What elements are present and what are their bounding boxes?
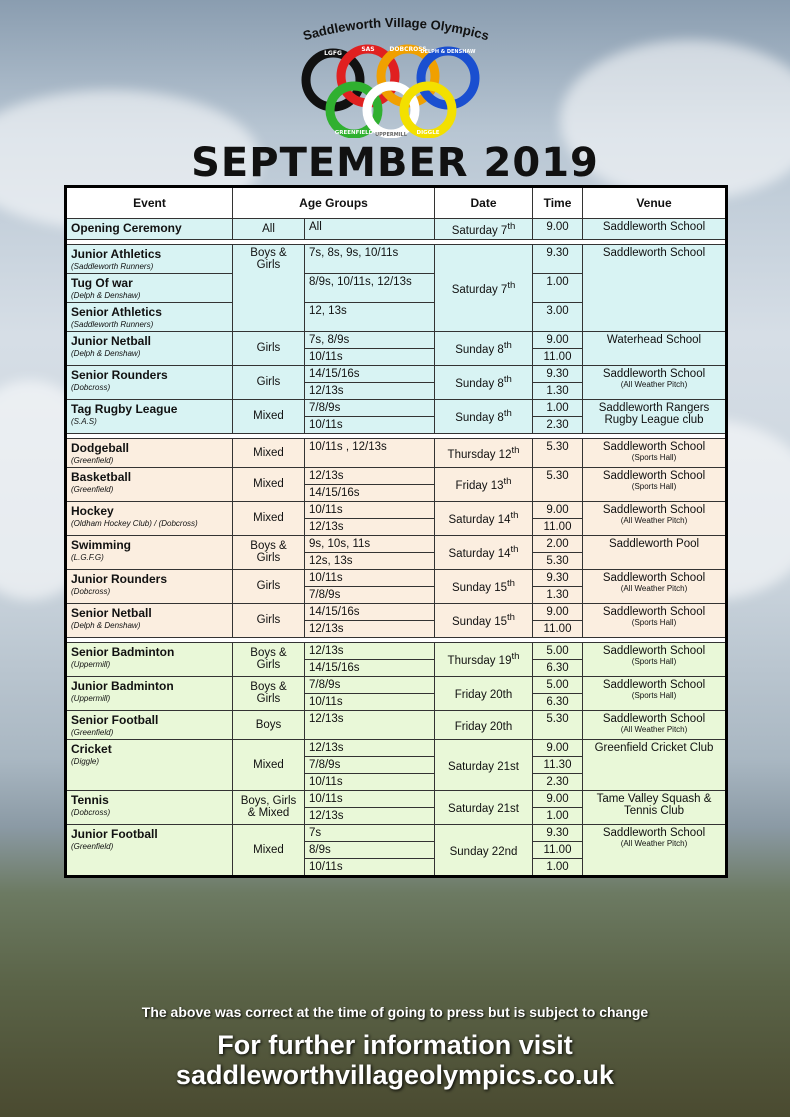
date-cell bbox=[435, 399, 533, 433]
event-name: Senior Football bbox=[71, 712, 159, 727]
date-text: Saturday 7 bbox=[451, 224, 508, 237]
venue-cell bbox=[583, 438, 727, 467]
ring-label: DOBCROSS bbox=[389, 46, 427, 53]
time-cell: 9.30 bbox=[533, 824, 583, 841]
date-suffix: th bbox=[503, 408, 512, 420]
age-cell: 7/8/9s bbox=[305, 676, 435, 693]
time-cell: 9.00 bbox=[533, 790, 583, 807]
venue-cell bbox=[583, 467, 727, 501]
time-cell: 5.00 bbox=[533, 642, 583, 659]
age-cell: 12/13s bbox=[305, 467, 435, 484]
age-group-cell: Boys & Girls bbox=[233, 676, 305, 710]
time-cell: 2.30 bbox=[533, 416, 583, 433]
date-cell bbox=[435, 219, 533, 240]
event-organiser: (Dobcross) bbox=[71, 382, 111, 392]
date-text: Friday 13 bbox=[455, 480, 504, 493]
venue-name: Waterhead School bbox=[606, 333, 702, 346]
event-organiser: (Saddleworth Runners) bbox=[71, 261, 154, 271]
age-group-cell: Mixed bbox=[233, 501, 305, 535]
age-cell: 12/13s bbox=[305, 518, 435, 535]
venue-cell bbox=[583, 535, 727, 569]
time-cell: 1.00 bbox=[533, 399, 583, 416]
age-group-cell: Boys, Girls & Mixed bbox=[233, 790, 305, 824]
date-suffix: th bbox=[503, 374, 512, 386]
venue-cell bbox=[583, 365, 727, 399]
venue-name: Saddleworth School bbox=[602, 605, 706, 618]
event-name: Junior Netball bbox=[71, 333, 152, 348]
date-cell bbox=[435, 365, 533, 399]
event-organiser: (Diggle) bbox=[71, 756, 100, 766]
time-cell: 1.00 bbox=[533, 807, 583, 824]
venue-cell bbox=[583, 642, 727, 676]
age-cell: 10/11s bbox=[305, 501, 435, 518]
age-cell: 14/15/16s bbox=[305, 659, 435, 676]
event-cell bbox=[66, 365, 233, 399]
event-name: Senior Badminton bbox=[71, 644, 175, 659]
info-line: For further information visit bbox=[217, 1030, 573, 1060]
date-text: Saturday 7 bbox=[451, 283, 508, 296]
event-cell bbox=[66, 739, 233, 790]
time-cell: 11.00 bbox=[533, 620, 583, 637]
age-group-cell: All bbox=[233, 219, 305, 240]
event-cell bbox=[66, 467, 233, 501]
event-name: Senior Rounders bbox=[71, 367, 168, 382]
event-cell bbox=[66, 569, 233, 603]
venue-name: Saddleworth School bbox=[602, 678, 706, 691]
age-cell: 7s bbox=[305, 824, 435, 841]
age-cell: 7/8/9s bbox=[305, 586, 435, 603]
date-text: Saturday 21st bbox=[448, 760, 519, 773]
venue-cell bbox=[583, 824, 727, 876]
venue-detail: (Sports Hall) bbox=[631, 656, 677, 666]
venue-name: Saddleworth School bbox=[602, 571, 706, 584]
time-cell: 2.30 bbox=[533, 773, 583, 790]
table-row bbox=[66, 603, 727, 620]
venue-name: Saddleworth Rangers Rugby League club bbox=[598, 401, 710, 426]
event-organiser: (S.A.S) bbox=[71, 416, 97, 426]
date-text: Friday 20th bbox=[454, 689, 513, 702]
date-cell bbox=[435, 244, 533, 331]
age-cell: 9s, 10s, 11s bbox=[305, 535, 435, 552]
age-cell: 10/11s bbox=[305, 858, 435, 876]
time-cell: 9.00 bbox=[533, 603, 583, 620]
age-group-cell: Girls bbox=[233, 569, 305, 603]
date-suffix: th bbox=[507, 578, 516, 590]
date-cell bbox=[435, 603, 533, 637]
age-cell: 14/15/16s bbox=[305, 365, 435, 382]
time-cell: 9.30 bbox=[533, 365, 583, 382]
venue-detail: (All Weather Pitch) bbox=[620, 515, 688, 525]
date-text: Sunday 8 bbox=[455, 412, 504, 425]
event-name: Junior Football bbox=[71, 826, 158, 841]
event-name: Opening Ceremony bbox=[71, 221, 182, 235]
venue-cell bbox=[583, 244, 727, 331]
venue-detail: (All Weather Pitch) bbox=[620, 724, 688, 734]
age-cell: 12, 13s bbox=[305, 302, 435, 331]
event-cell bbox=[66, 273, 233, 302]
venue-cell bbox=[583, 790, 727, 824]
time-cell: 11.00 bbox=[533, 841, 583, 858]
age-group-cell: Boys bbox=[233, 710, 305, 739]
schedule-table bbox=[64, 185, 728, 878]
venue-cell bbox=[583, 501, 727, 535]
ring-label: UPPERMILL bbox=[375, 132, 407, 138]
event-name: Tug Of war bbox=[71, 275, 133, 290]
event-name: Junior Athletics bbox=[71, 246, 162, 261]
age-cell: 7s, 8s, 9s, 10/11s bbox=[305, 244, 435, 273]
disclaimer-note: The above was correct at the time of going to press but is subject to change bbox=[141, 1004, 649, 1020]
event-name: Dodgeball bbox=[71, 440, 130, 455]
table-row bbox=[66, 676, 727, 693]
age-group-cell: Boys & Girls bbox=[233, 642, 305, 676]
table-row bbox=[66, 642, 727, 659]
age-cell: 12/13s bbox=[305, 807, 435, 824]
time-cell: 5.00 bbox=[533, 676, 583, 693]
date-cell bbox=[435, 535, 533, 569]
date-cell bbox=[435, 642, 533, 676]
event-organiser: (L.G.F.G) bbox=[71, 552, 104, 562]
event-organiser: (Delph & Denshaw) bbox=[71, 290, 141, 300]
column-header: Age Groups bbox=[233, 187, 435, 219]
age-cell: 10/11s bbox=[305, 416, 435, 433]
event-organiser: (Greenfield) bbox=[71, 727, 114, 737]
venue-cell bbox=[583, 331, 727, 365]
age-group-cell: Mixed bbox=[233, 399, 305, 433]
brand-text: Saddleworth Village Olympics bbox=[301, 18, 491, 44]
date-suffix: th bbox=[510, 544, 519, 556]
date-suffix: th bbox=[511, 444, 520, 456]
event-cell bbox=[66, 501, 233, 535]
age-cell: 7s, 8/9s bbox=[305, 331, 435, 348]
venue-name: Saddleworth School bbox=[602, 221, 706, 233]
venue-name: Saddleworth School bbox=[602, 826, 706, 839]
date-text: Sunday 8 bbox=[455, 378, 504, 391]
event-organiser: (Dobcross) bbox=[71, 807, 111, 817]
age-cell: 10/11s bbox=[305, 773, 435, 790]
time-cell: 2.00 bbox=[533, 535, 583, 552]
venue-detail: (Sports Hall) bbox=[631, 690, 677, 700]
event-name: Swimming bbox=[71, 537, 132, 552]
date-text: Sunday 15 bbox=[452, 616, 508, 629]
event-name: Senior Netball bbox=[71, 605, 152, 620]
event-name: Basketball bbox=[71, 469, 132, 484]
time-cell: 9.00 bbox=[533, 219, 583, 240]
event-organiser: (Saddleworth Runners) bbox=[71, 319, 154, 329]
time-cell: 1.00 bbox=[533, 858, 583, 876]
date-suffix: th bbox=[510, 510, 519, 522]
event-organiser: (Uppermill) bbox=[71, 693, 111, 703]
time-cell: 5.30 bbox=[533, 438, 583, 467]
event-organiser: (Greenfield) bbox=[71, 455, 114, 465]
event-cell bbox=[66, 399, 233, 433]
age-group-cell: Mixed bbox=[233, 467, 305, 501]
date-suffix: th bbox=[503, 340, 512, 352]
event-name: Senior Athletics bbox=[71, 304, 162, 319]
event-cell bbox=[66, 219, 233, 240]
date-cell bbox=[435, 438, 533, 467]
date-text: Friday 20th bbox=[454, 720, 513, 733]
age-cell: 8/9s bbox=[305, 841, 435, 858]
table-row bbox=[66, 438, 727, 467]
time-cell: 9.30 bbox=[533, 244, 583, 273]
date-text: Sunday 22nd bbox=[449, 845, 518, 858]
event-cell bbox=[66, 710, 233, 739]
table-row bbox=[66, 219, 727, 240]
venue-detail: (All Weather Pitch) bbox=[620, 379, 688, 389]
table-row bbox=[66, 569, 727, 586]
time-cell: 1.30 bbox=[533, 586, 583, 603]
event-organiser: (Dobcross) bbox=[71, 586, 111, 596]
event-name: Tag Rugby League bbox=[71, 401, 178, 416]
column-header: Date bbox=[435, 187, 533, 219]
venue-name: Saddleworth School bbox=[602, 503, 706, 516]
date-text: Thursday 19 bbox=[447, 655, 512, 668]
event-cell bbox=[66, 302, 233, 331]
date-cell bbox=[435, 467, 533, 501]
time-cell: 11.00 bbox=[533, 348, 583, 365]
date-suffix: th bbox=[503, 476, 512, 488]
date-cell bbox=[435, 331, 533, 365]
time-cell: 5.30 bbox=[533, 710, 583, 739]
event-name: Junior Rounders bbox=[71, 571, 168, 586]
age-cell: 7/8/9s bbox=[305, 756, 435, 773]
age-cell: 10/11s , 12/13s bbox=[305, 438, 435, 467]
column-header: Event bbox=[66, 187, 233, 219]
age-group-cell: Girls bbox=[233, 331, 305, 365]
age-cell: 7/8/9s bbox=[305, 399, 435, 416]
date-suffix: th bbox=[507, 279, 516, 291]
age-group-cell: Boys & Girls bbox=[233, 244, 305, 331]
venue-name: Saddleworth School bbox=[602, 644, 706, 657]
venue-name: Saddleworth School bbox=[602, 440, 706, 453]
table-row bbox=[66, 739, 727, 756]
venue-name: Saddleworth Pool bbox=[608, 537, 700, 550]
event-organiser: (Greenfield) bbox=[71, 484, 114, 494]
time-cell: 9.00 bbox=[533, 331, 583, 348]
age-cell: 12/13s bbox=[305, 620, 435, 637]
time-cell: 9.30 bbox=[533, 569, 583, 586]
time-cell: 6.30 bbox=[533, 693, 583, 710]
venue-name: Greenfield Cricket Club bbox=[594, 741, 714, 754]
website-link[interactable]: saddleworthvillageolympics.co.uk bbox=[175, 1060, 615, 1090]
date-text: Saturday 14 bbox=[448, 514, 511, 527]
table-row bbox=[66, 790, 727, 807]
event-organiser: (Delph & Denshaw) bbox=[71, 348, 141, 358]
time-cell: 5.30 bbox=[533, 467, 583, 501]
olympics-logo bbox=[296, 18, 496, 138]
age-cell: 8/9s, 10/11s, 12/13s bbox=[305, 273, 435, 302]
age-cell: 14/15/16s bbox=[305, 603, 435, 620]
table-row bbox=[66, 365, 727, 382]
event-organiser: (Delph & Denshaw) bbox=[71, 620, 141, 630]
date-cell bbox=[435, 824, 533, 876]
ring-label: SAS bbox=[361, 46, 375, 53]
event-cell bbox=[66, 603, 233, 637]
age-cell: 12s, 13s bbox=[305, 552, 435, 569]
time-cell: 1.30 bbox=[533, 382, 583, 399]
date-suffix: th bbox=[507, 221, 516, 232]
event-cell bbox=[66, 824, 233, 876]
venue-detail: (All Weather Pitch) bbox=[620, 838, 688, 848]
venue-cell bbox=[583, 219, 727, 240]
date-text: Sunday 15 bbox=[452, 582, 508, 595]
event-cell bbox=[66, 676, 233, 710]
date-cell bbox=[435, 739, 533, 790]
age-cell: 10/11s bbox=[305, 790, 435, 807]
event-cell bbox=[66, 642, 233, 676]
table-row bbox=[66, 244, 727, 273]
ring-label: GREENFIELD bbox=[334, 130, 374, 136]
venue-detail: (Sports Hall) bbox=[631, 481, 677, 491]
date-cell bbox=[435, 676, 533, 710]
time-cell: 9.00 bbox=[533, 739, 583, 756]
time-cell: 6.30 bbox=[533, 659, 583, 676]
age-group-cell: Girls bbox=[233, 603, 305, 637]
date-text: Sunday 8 bbox=[455, 344, 504, 357]
age-cell: 12/13s bbox=[305, 642, 435, 659]
date-cell bbox=[435, 569, 533, 603]
event-organiser: (Oldham Hockey Club) / (Dobcross) bbox=[71, 518, 198, 528]
venue-name: Saddleworth School bbox=[602, 712, 706, 725]
venue-detail: (Sports Hall) bbox=[631, 617, 677, 627]
table-row bbox=[66, 331, 727, 348]
age-cell: 10/11s bbox=[305, 348, 435, 365]
event-cell bbox=[66, 438, 233, 467]
date-cell bbox=[435, 790, 533, 824]
age-cell: 12/13s bbox=[305, 382, 435, 399]
venue-name: Saddleworth School bbox=[602, 246, 706, 259]
table-row bbox=[66, 824, 727, 841]
table-row bbox=[66, 501, 727, 518]
age-cell: 14/15/16s bbox=[305, 484, 435, 501]
page-title: SEPTEMBER 2019 bbox=[191, 140, 599, 186]
venue-name: Saddleworth School bbox=[602, 367, 706, 380]
date-text: Saturday 14 bbox=[448, 548, 511, 561]
date-cell bbox=[435, 710, 533, 739]
age-group-cell: Mixed bbox=[233, 824, 305, 876]
ring-label: DIGGLE bbox=[416, 130, 440, 136]
ring-label: LGFG bbox=[324, 50, 342, 57]
event-name: Cricket bbox=[71, 741, 112, 756]
venue-cell bbox=[583, 569, 727, 603]
age-cell: 12/13s bbox=[305, 739, 435, 756]
table-row bbox=[66, 535, 727, 552]
age-group-cell: Girls bbox=[233, 365, 305, 399]
column-header: Venue bbox=[583, 187, 727, 219]
column-header: Time bbox=[533, 187, 583, 219]
event-organiser: (Uppermill) bbox=[71, 659, 111, 669]
venue-cell bbox=[583, 710, 727, 739]
time-cell: 1.00 bbox=[533, 273, 583, 302]
date-cell bbox=[435, 501, 533, 535]
table-row bbox=[66, 710, 727, 739]
date-text: Saturday 21st bbox=[448, 803, 519, 816]
event-name: Junior Badminton bbox=[71, 678, 174, 693]
date-suffix: th bbox=[511, 651, 520, 663]
age-cell: All bbox=[305, 219, 435, 240]
time-cell: 11.30 bbox=[533, 756, 583, 773]
age-cell: 10/11s bbox=[305, 569, 435, 586]
ring-label: DELPH & DENSHAW bbox=[420, 49, 476, 55]
age-group-cell: Boys & Girls bbox=[233, 535, 305, 569]
event-cell bbox=[66, 331, 233, 365]
age-group-cell: Mixed bbox=[233, 739, 305, 790]
time-cell: 3.00 bbox=[533, 302, 583, 331]
table-row bbox=[66, 399, 727, 416]
age-group-cell: Mixed bbox=[233, 438, 305, 467]
venue-cell bbox=[583, 676, 727, 710]
venue-name: Saddleworth School bbox=[602, 469, 706, 482]
time-cell: 9.00 bbox=[533, 501, 583, 518]
event-name: Tennis bbox=[71, 792, 109, 807]
venue-detail: (Sports Hall) bbox=[631, 452, 677, 462]
age-cell: 10/11s bbox=[305, 693, 435, 710]
time-cell: 5.30 bbox=[533, 552, 583, 569]
venue-cell bbox=[583, 603, 727, 637]
date-suffix: th bbox=[507, 612, 516, 624]
event-cell bbox=[66, 244, 233, 273]
event-cell bbox=[66, 790, 233, 824]
event-cell bbox=[66, 535, 233, 569]
table-header-row bbox=[66, 187, 727, 219]
venue-name: Tame Valley Squash & Tennis Club bbox=[596, 792, 712, 817]
date-text: Thursday 12 bbox=[447, 448, 512, 461]
venue-cell bbox=[583, 399, 727, 433]
time-cell: 11.00 bbox=[533, 518, 583, 535]
event-organiser: (Greenfield) bbox=[71, 841, 114, 851]
table-row bbox=[66, 467, 727, 484]
venue-cell bbox=[583, 739, 727, 790]
venue-detail: (All Weather Pitch) bbox=[620, 583, 688, 593]
age-cell: 12/13s bbox=[305, 710, 435, 739]
event-name: Hockey bbox=[71, 503, 114, 518]
